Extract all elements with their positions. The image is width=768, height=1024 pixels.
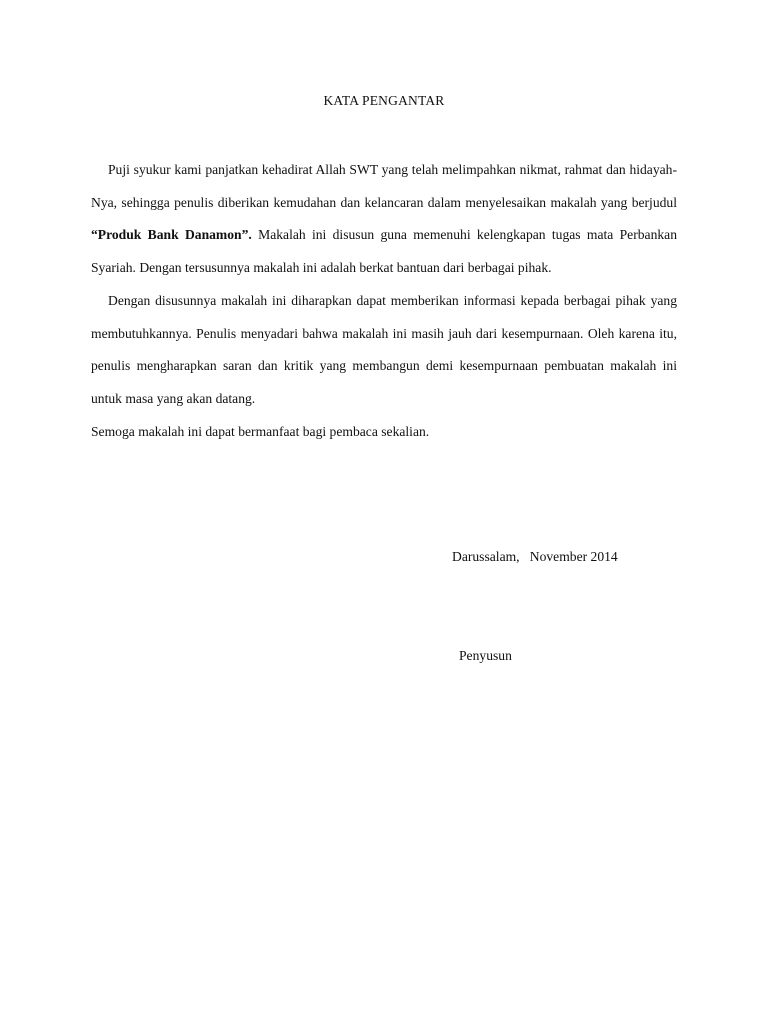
place-date: Darussalam, November 2014 <box>452 549 618 564</box>
paragraph-3: Semoga makalah ini dapat bermanfaat bagi pembaca sekalian. <box>91 423 430 439</box>
paragraph-1-text-after: Makalah ini disusun guna memenuhi kelengkapan tugas mata Perbankan Syariah. Dengan tersusunnya makalah ini adalah berkat bantuan dari berbagai pihak. <box>91 227 677 276</box>
paragraph-1 <box>91 154 677 285</box>
paragraph-2: Dengan disusunnya makalah ini diharapkan dapat memberikan informasi kepada berbagai pihak yang membutuhkannya. Penulis menyadari bahwa makalah ini masih jauh dari kesempurnaan. Oleh karena itu, penulis mengharapkan saran dan kritik yang membangun demi kesempurnaan pembuatan makalah ini untuk masa yang akan datang. <box>91 292 677 406</box>
document-body <box>91 154 677 448</box>
page-title: KATA PENGANTAR <box>323 93 445 108</box>
paper-title-bold: “Produk Bank Danamon”. <box>91 227 252 243</box>
signer-label: Penyusun <box>459 648 512 663</box>
paragraph-1-text-before: Puji syukur kami panjatkan kehadirat Allah SWT yang telah melimpahkan nikmat, rahmat dan hidayah-Nya, sehingga penulis diberikan kemudahan dan kelancaran dalam menyelesaikan makalah yang berjudul <box>91 162 677 210</box>
